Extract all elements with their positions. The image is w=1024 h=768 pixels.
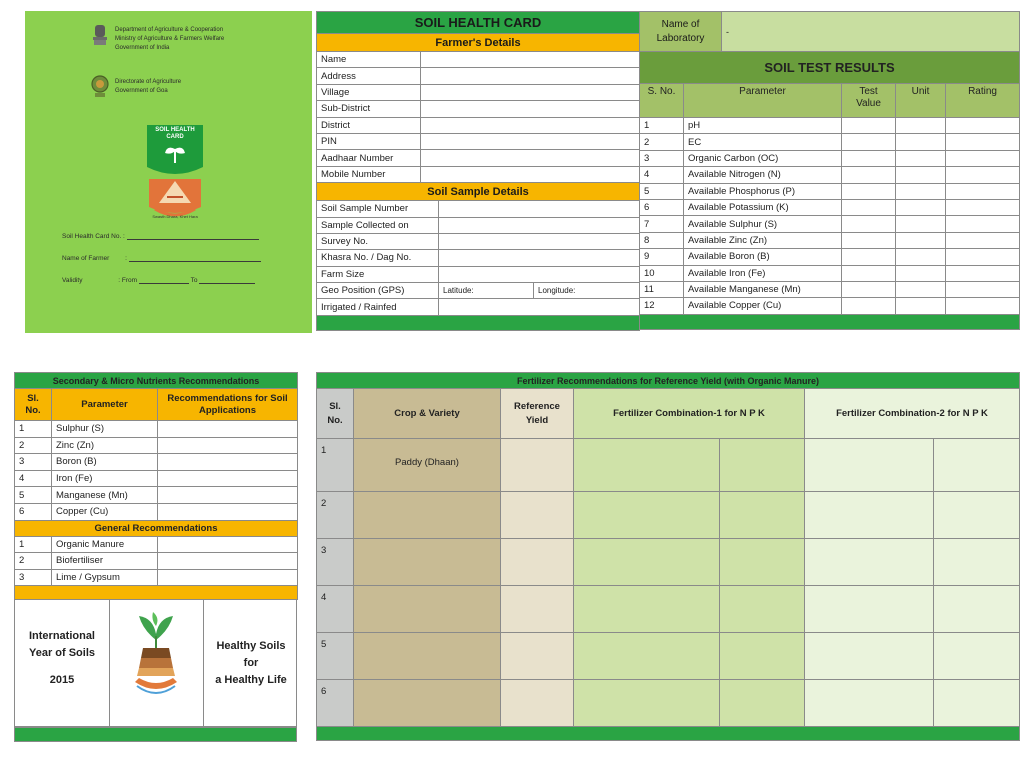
nutrient-row (15, 454, 298, 471)
fertilizer-row (317, 539, 1020, 586)
row-number: 3 (15, 569, 52, 586)
soil-results-footer-bar (640, 314, 1020, 329)
parameter-name: Available Nitrogen (N) (684, 167, 842, 183)
validity-field (62, 277, 255, 284)
farmer-row (317, 68, 640, 84)
row-number: 5 (15, 487, 52, 504)
test-value-cell[interactable] (842, 183, 896, 199)
nutrients-header-row (15, 389, 298, 421)
iys-divider-1 (109, 600, 110, 726)
rating-cell[interactable] (946, 150, 1020, 166)
combination-1-cell[interactable] (574, 439, 720, 492)
row-number: 2 (15, 437, 52, 454)
row-number: 2 (317, 492, 354, 539)
fertilizer-body (317, 439, 1020, 727)
field-label: Sub-District (317, 101, 421, 117)
fertilizer-row (317, 439, 1020, 492)
rating-cell[interactable] (946, 265, 1020, 281)
general-recommendations-heading: General Recommendations (15, 520, 298, 536)
combination-2-cell[interactable] (805, 539, 934, 586)
field-label: Soil Sample Number (317, 201, 439, 217)
row-number: 7 (640, 216, 684, 232)
row-number: 3 (15, 454, 52, 471)
row-number: 6 (640, 199, 684, 215)
reference-yield-cell[interactable] (501, 539, 574, 586)
parameter-name: Copper (Cu) (52, 503, 158, 520)
test-value-cell[interactable] (842, 199, 896, 215)
iys-left-text (15, 628, 109, 689)
row-number: 4 (640, 167, 684, 183)
sample-row (317, 217, 640, 233)
rating-cell[interactable] (946, 199, 1020, 215)
iys-footer-bar (14, 727, 297, 742)
row-number: 5 (317, 633, 354, 680)
rating-cell[interactable] (946, 216, 1020, 232)
crop-variety-cell[interactable]: Paddy (Dhaan) (354, 439, 501, 492)
row-number: 2 (15, 553, 52, 570)
parameter-name: Available Manganese (Mn) (684, 281, 842, 297)
goa-seal-icon (91, 72, 109, 100)
farmer-row (317, 84, 640, 100)
aadhaar-input-cell[interactable] (421, 150, 640, 166)
sample-row (317, 250, 640, 266)
directorate-line-2: Government of Goa (115, 88, 168, 94)
validity-to-line (199, 277, 255, 284)
fertilizer-row (317, 586, 1020, 633)
ministry-line-2: Ministry of Agriculture & Farmers Welfare (115, 36, 225, 42)
nutrient-row (15, 437, 298, 454)
nutrient-row (15, 470, 298, 487)
test-value-cell[interactable] (842, 150, 896, 166)
parameter-name: Available Phosphorus (P) (684, 183, 842, 199)
row-number: 1 (640, 118, 684, 134)
row-number: 11 (640, 281, 684, 297)
farmer-row (317, 133, 640, 149)
field-label: Name (317, 52, 421, 68)
sample-row (317, 233, 640, 249)
mobile-input-cell[interactable] (421, 166, 640, 182)
unit-cell[interactable] (896, 118, 946, 134)
crop-variety-cell[interactable] (354, 586, 501, 633)
soil-health-card-logo (145, 123, 205, 223)
soil-result-row (640, 134, 1020, 150)
laboratory-label: Name of Laboratory (640, 12, 722, 52)
rating-cell[interactable] (946, 249, 1020, 265)
unit-cell[interactable] (896, 249, 946, 265)
reference-yield-cell[interactable] (501, 633, 574, 680)
nutrient-row (15, 487, 298, 504)
reference-yield-cell[interactable] (501, 586, 574, 633)
sample-row (317, 266, 640, 282)
combination-1-cell[interactable] (720, 586, 805, 633)
fertilizer-recommendations-table (316, 372, 1020, 741)
general-recommendations-body (15, 536, 298, 586)
row-number: 8 (640, 232, 684, 248)
iys-line-1: International (28, 630, 95, 642)
unit-cell[interactable] (896, 216, 946, 232)
soil-results-body (640, 118, 1020, 315)
soil-result-row (640, 298, 1020, 314)
unit-cell[interactable] (896, 183, 946, 199)
farmer-row (317, 166, 640, 182)
row-number: 4 (317, 586, 354, 633)
fertilizer-row (317, 680, 1020, 727)
combination-1-cell[interactable] (720, 539, 805, 586)
row-number: 1 (15, 421, 52, 438)
nutrient-row (15, 503, 298, 520)
parameter-name: Organic Manure (52, 536, 158, 553)
field-label: Aadhaar Number (317, 150, 421, 166)
unit-cell[interactable] (896, 265, 946, 281)
recommendation-cell[interactable] (158, 454, 298, 471)
healthy-soils-line-3: a Healthy Life (215, 674, 287, 686)
row-number: 9 (640, 249, 684, 265)
cover-panel (25, 11, 312, 333)
fertilizer-header-row (317, 389, 1020, 439)
soil-result-row (640, 216, 1020, 232)
combination-1-cell[interactable] (574, 492, 720, 539)
soil-test-results-table (639, 51, 1020, 330)
test-value-cell[interactable] (842, 281, 896, 297)
sample-row (317, 299, 640, 315)
iys-line-2: Year of Soils (28, 647, 96, 659)
khasra-no-input-cell[interactable] (439, 250, 640, 266)
unit-cell[interactable] (896, 150, 946, 166)
combination-2-cell[interactable] (805, 439, 934, 492)
col-header-test-value: Test Value (842, 84, 896, 118)
district-input-cell[interactable] (421, 117, 640, 133)
parameter-name: Organic Carbon (OC) (684, 150, 842, 166)
farmer-row (317, 52, 640, 68)
row-number: 12 (640, 298, 684, 314)
card-number-label: Soil Health Card No. : (62, 233, 125, 240)
parameter-name: Manganese (Mn) (52, 487, 158, 504)
ministry-line-1: Department of Agriculture & Cooperation (115, 27, 224, 33)
recommendation-cell[interactable] (158, 536, 298, 553)
farmers-details-heading: Farmer's Details (317, 34, 640, 52)
survey-no-input-cell[interactable] (439, 233, 640, 249)
combination-2-cell[interactable] (934, 439, 1020, 492)
test-value-cell[interactable] (842, 134, 896, 150)
rating-cell[interactable] (946, 298, 1020, 314)
row-number: 10 (640, 265, 684, 281)
combination-2-cell[interactable] (934, 539, 1020, 586)
parameter-name: Boron (B) (52, 454, 158, 471)
combination-1-cell[interactable] (574, 633, 720, 680)
nutrients-body (15, 421, 298, 521)
soil-results-header-row (640, 84, 1020, 118)
row-number: 3 (640, 150, 684, 166)
farmer-row (317, 150, 640, 166)
test-value-cell[interactable] (842, 232, 896, 248)
combination-2-cell[interactable] (934, 586, 1020, 633)
fertilizer-footer-bar (317, 727, 1020, 741)
combination-2-cell[interactable] (805, 492, 934, 539)
row-number: 6 (317, 680, 354, 727)
rating-cell[interactable] (946, 134, 1020, 150)
field-label: Village (317, 84, 421, 100)
parameter-name: Lime / Gypsum (52, 569, 158, 586)
parameter-name: Available Zinc (Zn) (684, 232, 842, 248)
col-header-parameter: Parameter (52, 389, 158, 421)
parameter-name: Iron (Fe) (52, 470, 158, 487)
iys-logo-icon (133, 612, 179, 698)
validity-label: Validity (62, 277, 83, 284)
soil-result-row (640, 118, 1020, 134)
unit-cell[interactable] (896, 232, 946, 248)
shc-tagline: Swasth Dhara, Khet Hara (152, 214, 198, 219)
row-number: 5 (640, 183, 684, 199)
latitude-cell[interactable]: Latitude: (439, 283, 534, 299)
combination-2-cell[interactable] (934, 633, 1020, 680)
village-input-cell[interactable] (421, 84, 640, 100)
col-header-combination-2: Fertilizer Combination-2 for N P K (805, 389, 1020, 439)
field-label: Survey No. (317, 233, 439, 249)
col-header-slno: Sl. No. (317, 389, 354, 439)
parameter-name: Zinc (Zn) (52, 437, 158, 454)
sample-date-input-cell[interactable] (439, 217, 640, 233)
combination-1-cell[interactable] (720, 633, 805, 680)
soil-test-results-title: SOIL TEST RESULTS (640, 52, 1020, 84)
iys-year: 2015 (49, 674, 75, 686)
shc-logo-text (145, 127, 205, 141)
longitude-cell[interactable]: Longitude: (534, 283, 640, 299)
soil-result-row (640, 232, 1020, 248)
field-label: Sample Collected on (317, 217, 439, 233)
field-label: Farm Size (317, 266, 439, 282)
fertilizer-title: Fertilizer Recommendations for Reference Yield (with Organic Manure) (317, 373, 1020, 389)
crop-variety-cell[interactable] (354, 633, 501, 680)
test-value-cell[interactable] (842, 249, 896, 265)
col-header-crop-variety: Crop & Variety (354, 389, 501, 439)
parameter-name: Available Copper (Cu) (684, 298, 842, 314)
nutrient-row (15, 421, 298, 438)
healthy-soils-line-2: for (243, 657, 259, 669)
farmer-name-line (129, 255, 261, 262)
reference-yield-cell[interactable] (501, 492, 574, 539)
row-number: 4 (15, 470, 52, 487)
parameter-name: Available Sulphur (S) (684, 216, 842, 232)
sub-district-input-cell[interactable] (421, 101, 640, 117)
unit-cell[interactable] (896, 134, 946, 150)
soil-result-row (640, 199, 1020, 215)
reference-yield-cell[interactable] (501, 439, 574, 492)
row-number: 6 (15, 503, 52, 520)
unit-cell[interactable] (896, 167, 946, 183)
fertilizer-row (317, 633, 1020, 680)
laboratory-value[interactable]: - (722, 12, 1020, 52)
validity-from-line (139, 277, 189, 284)
rating-cell[interactable] (946, 281, 1020, 297)
parameter-name: Available Iron (Fe) (684, 265, 842, 281)
parameter-name: Sulphur (S) (52, 421, 158, 438)
parameter-name: EC (684, 134, 842, 150)
field-label: Geo Position (GPS) (317, 283, 439, 299)
combination-1-cell[interactable] (720, 680, 805, 727)
ministry-line-3: Government of India (115, 45, 170, 51)
gps-row (317, 283, 640, 299)
row-number: 1 (317, 439, 354, 492)
micro-nutrients-title: Secondary & Micro Nutrients Recommendations (15, 373, 298, 389)
laboratory-name-table (639, 11, 1020, 52)
combination-2-cell[interactable] (934, 680, 1020, 727)
nutrients-footer-bar (15, 586, 298, 600)
rating-cell[interactable] (946, 118, 1020, 134)
combination-2-cell[interactable] (805, 586, 934, 633)
combination-1-cell[interactable] (574, 586, 720, 633)
directorate-lines (115, 78, 181, 96)
farmer-details-table (316, 11, 640, 331)
card-number-field (62, 233, 259, 240)
soil-result-row (640, 281, 1020, 297)
combination-1-cell[interactable] (720, 492, 805, 539)
shc-logo-text-2: CARD (166, 134, 184, 140)
test-value-cell[interactable] (842, 118, 896, 134)
soil-result-row (640, 249, 1020, 265)
field-label: Address (317, 68, 421, 84)
crop-variety-cell[interactable] (354, 680, 501, 727)
general-recommendation-row (15, 536, 298, 553)
farmer-row (317, 101, 640, 117)
soil-result-row (640, 150, 1020, 166)
test-value-cell[interactable] (842, 167, 896, 183)
reference-yield-cell[interactable] (501, 680, 574, 727)
soil-result-row (640, 183, 1020, 199)
ministry-lines (115, 26, 224, 53)
address-input-cell[interactable] (421, 68, 640, 84)
field-label: District (317, 117, 421, 133)
row-number: 2 (640, 134, 684, 150)
rating-cell[interactable] (946, 232, 1020, 248)
card-number-line (127, 233, 259, 240)
pin-input-cell[interactable] (421, 133, 640, 149)
micro-nutrients-table (14, 372, 298, 600)
col-header-unit: Unit (896, 84, 946, 118)
soil-result-row (640, 265, 1020, 281)
irrigated-input-cell[interactable] (439, 299, 640, 315)
recommendation-cell[interactable] (158, 470, 298, 487)
unit-cell[interactable] (896, 298, 946, 314)
col-header-reference-yield: Reference Yield (501, 389, 574, 439)
farmer-name-label: Name of Farmer (62, 255, 110, 262)
farmer-row (317, 117, 640, 133)
test-value-cell[interactable] (842, 216, 896, 232)
general-recommendation-row (15, 553, 298, 570)
combination-2-cell[interactable] (934, 492, 1020, 539)
parameter-name: Available Boron (B) (684, 249, 842, 265)
soil-result-row (640, 167, 1020, 183)
col-header-sno: S. No. (640, 84, 684, 118)
field-label: PIN (317, 133, 421, 149)
combination-1-cell[interactable] (574, 539, 720, 586)
unit-cell[interactable] (896, 199, 946, 215)
card-title: SOIL HEALTH CARD (317, 12, 640, 34)
shc-logo-text-1: SOIL HEALTH (155, 127, 195, 133)
recommendation-cell[interactable] (158, 421, 298, 438)
parameter-name: pH (684, 118, 842, 134)
combination-1-cell[interactable] (720, 439, 805, 492)
row-number: 1 (15, 536, 52, 553)
international-year-of-soils-panel (14, 599, 297, 727)
healthy-soils-line-1: Healthy Soils (216, 640, 286, 652)
soil-sample-heading: Soil Sample Details (317, 183, 640, 201)
col-header-parameter: Parameter (684, 84, 842, 118)
recommendation-cell[interactable] (158, 569, 298, 586)
field-label: Irrigated / Rainfed (317, 299, 439, 315)
combination-2-cell[interactable] (805, 633, 934, 680)
test-value-cell[interactable] (842, 298, 896, 314)
field-label: Khasra No. / Dag No. (317, 250, 439, 266)
row-number: 3 (317, 539, 354, 586)
farmer-name-colon: : (125, 255, 127, 262)
farmer-footer-bar (317, 315, 640, 330)
general-recommendation-row (15, 569, 298, 586)
fertilizer-row (317, 492, 1020, 539)
col-header-slno: Sl. No. (15, 389, 52, 421)
validity-to: To (190, 277, 198, 284)
rating-cell[interactable] (946, 183, 1020, 199)
crop-variety-cell[interactable] (354, 492, 501, 539)
parameter-name: Available Potassium (K) (684, 199, 842, 215)
recommendation-cell[interactable] (158, 503, 298, 520)
farmer-name-field (62, 255, 261, 262)
col-header-combination-1: Fertilizer Combination-1 for N P K (574, 389, 805, 439)
iys-right-text (204, 638, 298, 689)
col-header-recommendations: Recommendations for Soil Applications (158, 389, 298, 421)
rating-cell[interactable] (946, 167, 1020, 183)
unit-cell[interactable] (896, 281, 946, 297)
sample-number-input-cell[interactable] (439, 201, 640, 217)
crop-variety-cell[interactable] (354, 539, 501, 586)
test-value-cell[interactable] (842, 265, 896, 281)
col-header-rating: Rating (946, 84, 1020, 118)
directorate-line-1: Directorate of Agriculture (115, 79, 182, 85)
farm-size-input-cell[interactable] (439, 266, 640, 282)
sample-row (317, 201, 640, 217)
name-input-cell[interactable] (421, 52, 640, 68)
recommendation-cell[interactable] (158, 437, 298, 454)
recommendation-cell[interactable] (158, 553, 298, 570)
combination-2-cell[interactable] (805, 680, 934, 727)
field-label: Mobile Number (317, 166, 421, 182)
parameter-name: Biofertiliser (52, 553, 158, 570)
validity-from: : From (118, 277, 138, 284)
national-emblem-icon (91, 23, 109, 47)
combination-1-cell[interactable] (574, 680, 720, 727)
recommendation-cell[interactable] (158, 487, 298, 504)
